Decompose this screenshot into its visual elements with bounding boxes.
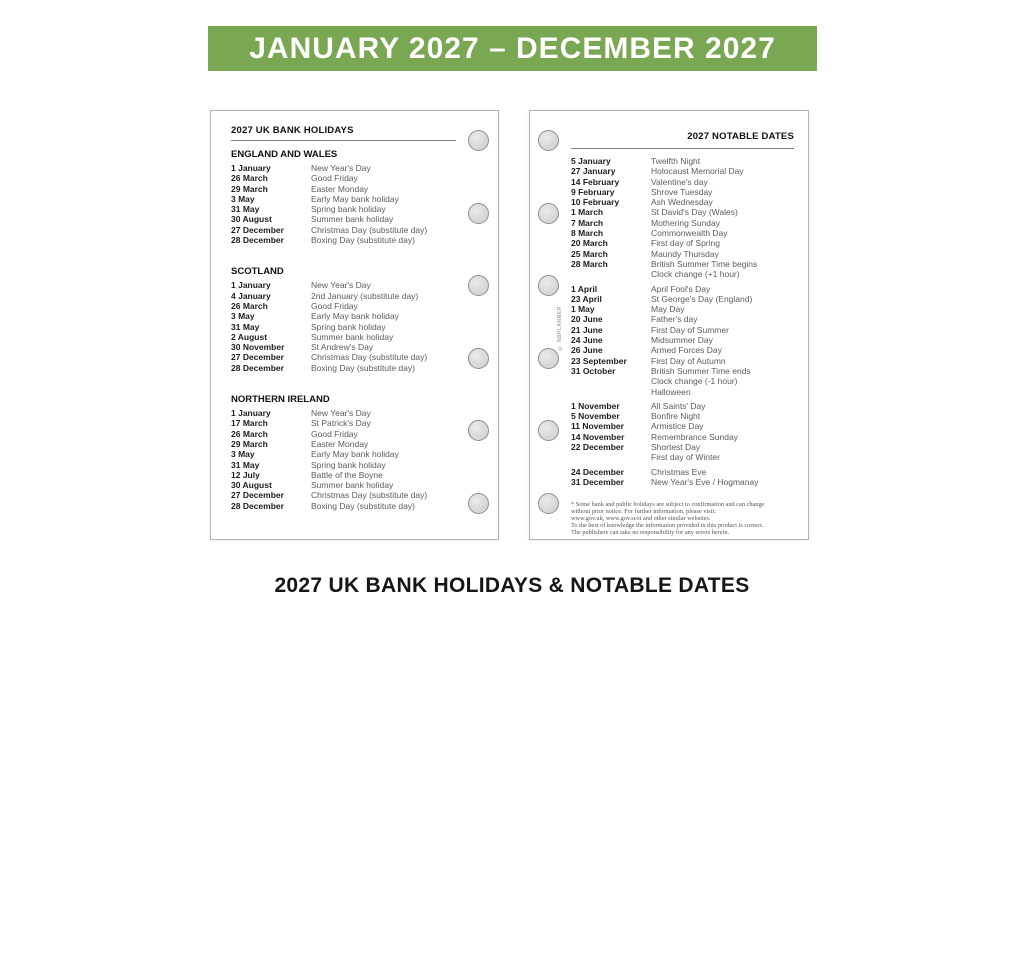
header-rule-right (571, 148, 794, 149)
row-date: 29 March (231, 183, 268, 194)
row-label: Bonfire Night (651, 411, 701, 422)
row-label: Christmas Day (substitute day) (311, 224, 428, 235)
row-date: 1 January (231, 408, 271, 419)
row-label: Shortest Day (651, 442, 701, 453)
row-date: 3 May (231, 193, 255, 204)
row-label: Battle of the Boyne (311, 469, 383, 480)
table-row (231, 204, 456, 214)
row-date: 5 November (571, 411, 620, 422)
row-label: Summer bank holiday (311, 480, 394, 491)
row-label: Boxing Day (substitute day) (311, 235, 415, 246)
table-row (571, 411, 794, 421)
table-row (571, 218, 794, 228)
row-date: 17 March (231, 418, 268, 429)
row-label: New Year's Day (311, 408, 371, 419)
table-row (571, 401, 794, 411)
table-row (231, 301, 456, 311)
row-date: 21 June (571, 324, 603, 335)
row-label: April Fool's Day (651, 283, 711, 294)
row-date (571, 376, 651, 386)
row-date: 31 October (571, 365, 616, 376)
row-label: Good Friday (311, 173, 358, 184)
row-date: 1 May (571, 304, 595, 315)
row-label: Shrove Tuesday (651, 186, 713, 197)
row-label: New Year's Eve / Hogmanay (651, 476, 759, 487)
table-row (231, 501, 456, 511)
row-label: 2nd January (substitute day) (311, 290, 419, 301)
row-date: 12 July (231, 469, 260, 480)
row-label: Summer bank holiday (311, 214, 394, 225)
table-row (571, 314, 794, 324)
footnote-line: The publishers can take no responsibility for any errors herein. (571, 529, 730, 537)
row-date: 1 April (571, 283, 598, 294)
row-date: 24 December (571, 466, 624, 477)
row-label: First day of Winter (651, 452, 720, 463)
row-date: 2 August (231, 331, 268, 342)
row-date: 23 September (571, 355, 627, 366)
row-label: Valentine's day (651, 176, 708, 187)
table-row (571, 166, 794, 176)
row-date: 22 December (571, 442, 624, 453)
table-row (571, 366, 794, 376)
row-date: 9 February (571, 186, 615, 197)
row-label: Ash Wednesday (651, 197, 713, 208)
table-row (231, 280, 456, 290)
bank-holidays-page (210, 110, 499, 540)
row-date: 20 June (571, 314, 603, 325)
row-label: Christmas Day (substitute day) (311, 352, 428, 363)
table-row (571, 376, 794, 386)
table-row (571, 477, 794, 487)
row-label: Holocaust Memorial Day (651, 166, 744, 177)
row-date: 27 December (231, 224, 284, 235)
row-label: British Summer Time ends (651, 365, 751, 376)
bank-holidays-title: 2027 UK BANK HOLIDAYS (231, 125, 354, 136)
table-row (571, 156, 794, 166)
table-row (231, 418, 456, 428)
row-label: Easter Monday (311, 183, 369, 194)
row-label: First day of Spring (651, 238, 720, 249)
row-label: Spring bank holiday (311, 321, 386, 332)
notable-dates-title: 2027 NOTABLE DATES (687, 131, 794, 142)
row-date: 26 March (231, 173, 268, 184)
table-row (571, 207, 794, 217)
row-label: Early May bank holiday (311, 193, 399, 204)
footnote-line: * Some bank and public holidays are subject to confirmation and can change (571, 501, 765, 509)
table-row (571, 335, 794, 345)
row-date: 5 January (571, 156, 611, 166)
binder-hole (468, 348, 489, 369)
row-label: Spring bank holiday (311, 204, 386, 215)
table-row (231, 429, 456, 439)
date-range-text: JANUARY 2027 – DECEMBER 2027 (249, 31, 776, 65)
table-row (231, 235, 456, 245)
row-date: 10 February (571, 197, 620, 208)
row-date: 29 March (231, 438, 268, 449)
row-date: 31 May (231, 321, 260, 332)
row-date: 11 November (571, 421, 624, 432)
row-date (571, 452, 651, 462)
row-label: Good Friday (311, 300, 358, 311)
row-label: Armed Forces Day (651, 345, 722, 356)
table-row (231, 214, 456, 224)
row-label: All Saints' Day (651, 400, 706, 411)
row-label: St Patrick's Day (311, 418, 371, 429)
notable-dates-list (571, 156, 794, 487)
table-row (571, 177, 794, 187)
row-label: Good Friday (311, 428, 358, 439)
section-scotland (231, 266, 456, 373)
table-row (231, 194, 456, 204)
table-row (231, 439, 456, 449)
row-label: Armistice Day (651, 421, 704, 432)
table-row (231, 490, 456, 500)
table-row (571, 432, 794, 442)
row-date: 30 November (231, 342, 285, 353)
table-row (571, 442, 794, 452)
row-label: Boxing Day (substitute day) (311, 500, 415, 511)
table-row (571, 238, 794, 248)
row-label: Christmas Eve (651, 466, 707, 477)
header-rule-left (231, 140, 456, 141)
row-label: Father's day (651, 314, 698, 325)
table-row (571, 304, 794, 314)
section-england-and-wales (231, 149, 456, 245)
binder-hole (538, 130, 559, 151)
table-row (571, 259, 794, 269)
row-date: 14 February (571, 176, 620, 187)
table-row (571, 197, 794, 207)
section-heading: ENGLAND AND WALES (231, 149, 338, 160)
table-row (231, 363, 456, 373)
row-date: 1 January (231, 163, 271, 173)
row-label: Remembrance Sunday (651, 431, 738, 442)
row-date: 31 May (231, 459, 260, 470)
table-row (231, 225, 456, 235)
row-label: Clock change (-1 hour) (651, 376, 738, 387)
disclaimer-footnote (571, 501, 794, 536)
row-label: Boxing Day (substitute day) (311, 362, 415, 373)
table-row (571, 345, 794, 355)
table-row (571, 294, 794, 304)
row-date: 7 March (571, 217, 604, 228)
row-date: 28 December (231, 362, 284, 373)
row-date: 1 January (231, 280, 271, 291)
row-date: 30 August (231, 480, 272, 491)
footnote-line: To the best of knowledge the information provided in this product is correct. (571, 522, 764, 530)
row-label: Spring bank holiday (311, 459, 386, 470)
row-label: Easter Monday (311, 438, 369, 449)
row-label: St George's Day (England) (651, 293, 753, 304)
table-row (571, 452, 794, 462)
table-row (231, 322, 456, 332)
row-date: 31 May (231, 204, 260, 215)
table-row (571, 187, 794, 197)
row-label: Mothering Sunday (651, 217, 720, 228)
table-row (231, 470, 456, 480)
table-row (231, 184, 456, 194)
row-date: 26 March (231, 428, 268, 439)
row-label: Early May bank holiday (311, 311, 399, 322)
row-label: Early May bank holiday (311, 449, 399, 460)
row-date: 23 April (571, 293, 602, 304)
binder-hole (538, 203, 559, 224)
table-row (231, 173, 456, 183)
table-row (231, 408, 456, 418)
row-date: 14 November (571, 431, 625, 442)
row-label: British Summer Time begins (651, 258, 758, 269)
table-row (571, 249, 794, 259)
row-date: 1 March (571, 207, 604, 218)
row-label: New Year's Day (311, 163, 371, 173)
row-date: 28 December (231, 235, 284, 246)
product-caption: 2027 UK BANK HOLIDAYS & NOTABLE DATES (274, 574, 750, 597)
row-date: 4 January (231, 290, 271, 301)
binder-hole (538, 348, 559, 369)
table-row (571, 467, 794, 477)
table-row (571, 387, 794, 397)
row-date (571, 269, 651, 279)
binder-hole (468, 493, 489, 514)
row-date: 26 March (231, 300, 268, 311)
row-label: St Andrew's Day (311, 342, 374, 353)
row-label: New Year's Day (311, 280, 371, 291)
row-date: 3 May (231, 311, 255, 322)
row-date: 8 March (571, 228, 604, 239)
row-label: First Day of Summer (651, 324, 729, 335)
table-row (231, 460, 456, 470)
row-label: Maundy Thursday (651, 248, 719, 259)
section-heading: SCOTLAND (231, 266, 284, 278)
binder-hole (538, 493, 559, 514)
table-row (571, 228, 794, 238)
table-row (231, 311, 456, 321)
footnote-line: www.gov.uk, www.gov.scot and other similar websites. (571, 515, 711, 523)
row-label: Commonwealth Day (651, 228, 728, 239)
row-label: Clock change (+1 hour) (651, 269, 740, 280)
bank-holiday-sections (231, 149, 456, 511)
table-row (231, 449, 456, 459)
row-label: First Day of Autumn (651, 355, 726, 366)
table-row (231, 352, 456, 362)
table-row (571, 284, 794, 294)
date-range-banner (208, 26, 817, 71)
row-label: May Day (651, 304, 685, 315)
binder-hole (468, 130, 489, 151)
row-date (571, 387, 651, 397)
row-label: Halloween (651, 386, 691, 397)
section-northern-ireland (231, 394, 456, 511)
section-heading: NORTHERN IRELAND (231, 394, 330, 406)
row-label: Twelfth Night (651, 156, 701, 166)
row-label: St David's Day (Wales) (651, 207, 738, 218)
row-label: Midsummer Day (651, 335, 713, 346)
row-date: 1 November (571, 400, 620, 411)
table-row (231, 332, 456, 342)
row-date: 26 June (571, 345, 603, 356)
row-date: 27 December (231, 490, 284, 501)
table-row (571, 269, 794, 279)
row-date: 24 June (571, 335, 603, 346)
row-date: 31 December (571, 476, 624, 487)
notable-dates-page (529, 110, 809, 540)
row-date: 28 December (231, 500, 284, 511)
row-date: 25 March (571, 248, 608, 259)
table-row (571, 421, 794, 431)
row-date: 27 January (571, 166, 616, 177)
table-row (231, 163, 456, 173)
binder-hole (468, 203, 489, 224)
row-label: Christmas Day (substitute day) (311, 490, 428, 501)
row-date: 28 March (571, 258, 608, 269)
copyright-vertical-text: © NBPLANNER (557, 306, 563, 351)
row-date: 20 March (571, 238, 608, 249)
table-row (231, 291, 456, 301)
table-row (571, 356, 794, 366)
row-date: 30 August (231, 214, 272, 225)
table-row (231, 480, 456, 490)
row-label: Summer bank holiday (311, 331, 394, 342)
footnote-line: without prior notice. For further information, please visit: (571, 508, 716, 516)
row-date: 27 December (231, 352, 284, 363)
table-row (571, 325, 794, 335)
row-date: 3 May (231, 449, 255, 460)
table-row (231, 342, 456, 352)
